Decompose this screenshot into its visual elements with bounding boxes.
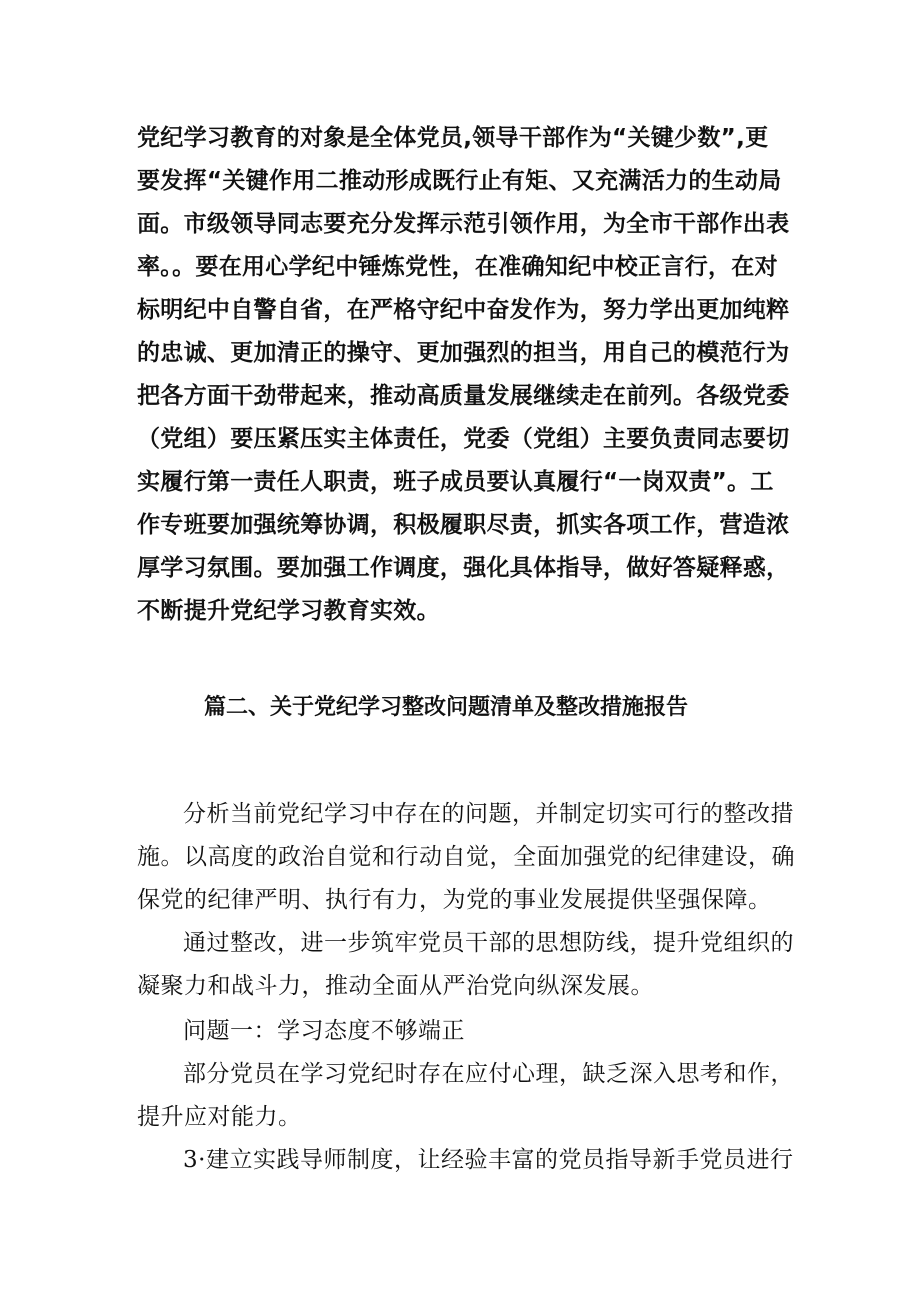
text-line: 不断提升党纪学习教育实效。 — [137, 598, 440, 624]
text-line: 面。市级领导同志要充分发挥示范引领作用，为全市干部作出表 — [137, 211, 790, 237]
text-line: 施。以高度的政治自觉和行动自觉，全面加强党的纪律建设，确 — [137, 844, 795, 870]
text-line: 部分党员在学习党纪时存在应付心理，缺乏深入思考和作， — [183, 1061, 794, 1087]
text-line: 通过整改，进一步筑牢党员干部的思想防线，提升党组织的 — [183, 930, 794, 956]
problem1-title: 问题一：学习态度不够端正 — [183, 1018, 465, 1044]
text-line: 实履行第一责任人职责，班子成员要认真履行“一岗双责”。工 — [137, 469, 774, 495]
text-line: 率。。要在用心学纪中锤炼党性，在准确知纪中校正言行，在对 — [137, 254, 778, 280]
text-line: 党纪学习教育的对象是全体党员,领导干部作为“关键少数”,更 — [137, 125, 769, 151]
text-line: （党组）要压紧压实主体责任，党委（党组）主要负责同志要切 — [137, 426, 790, 452]
text-line: 标明纪中自警自省，在严格守纪中奋发作为，努力学出更加纯粹 — [137, 297, 790, 323]
text-line: 要发挥“关键作用二推动形成既行止有矩、又充满活力的生动局 — [137, 168, 782, 194]
text-line: 把各方面干劲带起来，推动高质量发展继续走在前列。各级党委 — [137, 383, 790, 409]
section2-paragraph-1 — [137, 795, 797, 925]
text-line: 3·建立实践导师制度，让经验丰富的党员指导新手党员进行 — [183, 1147, 794, 1173]
section2-paragraph-4 — [137, 1141, 797, 1186]
text-line: 的忠诚、更加清正的操守、更加强烈的担当，用自己的模范行为 — [137, 340, 790, 366]
text-line: 保党的纪律严明、执行有力，为党的事业发展提供坚强保障。 — [137, 887, 772, 913]
text-line: 提升应对能力。 — [137, 1104, 302, 1130]
text-line: 凝聚力和战斗力，推动全面从严治党向纵深发展。 — [137, 973, 654, 999]
section2-title: 篇二、关于党纪学习整改问题清单及整改措施报告 — [204, 695, 689, 720]
section1-paragraph — [137, 119, 797, 639]
text-line: 分析当前党纪学习中存在的问题，并制定切实可行的整改措 — [183, 801, 794, 827]
section2-paragraph-3 — [137, 1055, 797, 1145]
text-line: 厚学习氛围。要加强工作调度，强化具体指导，做好答疑释惑， — [137, 555, 790, 581]
section2-paragraph-2 — [137, 924, 797, 1014]
text-line: 作专班要加强统筹协调，积极履职尽责，抓实各项工作，营造浓 — [137, 512, 790, 538]
